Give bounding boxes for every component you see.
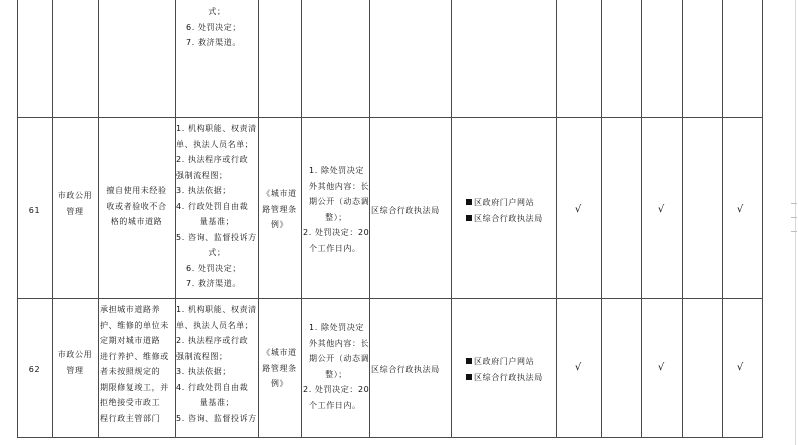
- timing-line: 1. 除处罚决定: [309, 166, 364, 175]
- step-line: 式；: [208, 248, 226, 257]
- item-line: 定期对城市道路: [100, 336, 161, 345]
- check-mark-icon: √: [736, 362, 744, 373]
- item-line: 期限修复竣工，并: [100, 382, 169, 392]
- check-mark-icon: √: [657, 362, 665, 373]
- timing-line: 1. 除处罚决定: [309, 323, 364, 332]
- check-mark-icon: √: [574, 204, 582, 215]
- step-line: 量基准；: [199, 398, 235, 407]
- page-edge-tick: [791, 231, 797, 232]
- item-cell: [100, 302, 175, 426]
- timing-line: 外其他内容：长: [309, 181, 370, 191]
- steps-cell-fragment: [176, 4, 258, 51]
- column-border: [641, 0, 642, 438]
- channel-line: [466, 195, 556, 211]
- basis-line: 路管理条: [262, 363, 297, 373]
- timing-line: 2. 处罚决定：20: [303, 228, 370, 237]
- step-line: 量基准；: [199, 217, 235, 226]
- basis-line: 例》: [270, 220, 289, 229]
- category-line: 市政公用: [57, 350, 93, 359]
- basis-line: 《城市道: [262, 348, 297, 357]
- item-line: 擅自使用未经验: [106, 186, 167, 195]
- page-edge: [795, 0, 796, 445]
- step-line: 7. 救济渠道。: [186, 38, 241, 47]
- check-mark-icon: √: [657, 204, 665, 215]
- basis-cell: [258, 186, 301, 233]
- page-edge-tick: [791, 203, 797, 204]
- item-line: 格的城市道路: [110, 217, 163, 226]
- step-line: 2. 执法程序或行政: [176, 155, 249, 164]
- agency-cell: 区综合行政执法局: [371, 206, 440, 215]
- basis-line: 《城市道: [262, 189, 297, 198]
- category-line: 管理: [66, 206, 84, 216]
- step-line: 4. 行政处罚自由裁: [176, 382, 249, 392]
- timing-line: 整）；: [325, 369, 347, 379]
- channel-label: 区政府门户网站: [474, 357, 535, 366]
- timing-line: 2. 处罚决定：20: [303, 385, 370, 394]
- step-line: 7. 救济渠道。: [186, 279, 241, 288]
- timing-cell: [303, 320, 369, 413]
- agency-cell: 区综合行政执法局: [371, 365, 440, 374]
- channel-line: [466, 211, 556, 227]
- item-cell: [98, 183, 175, 230]
- table-bottom-border: [17, 437, 763, 438]
- category-line: 市政公用: [57, 191, 93, 200]
- timing-cell: [303, 163, 369, 256]
- category-cell: [52, 188, 98, 219]
- timing-line: 个工作日内。: [309, 243, 361, 253]
- step-line: 5. 咨询、监督投诉方: [176, 413, 257, 423]
- black-square-icon: [466, 358, 472, 364]
- step-line: 3. 执法依据；: [176, 186, 231, 195]
- step-line: 6. 处罚决定；: [186, 263, 241, 273]
- column-border: [762, 0, 763, 438]
- channels-cell: [466, 354, 556, 385]
- step-line: 强制流程图；: [176, 170, 228, 180]
- timing-line: 个工作日内。: [309, 400, 361, 410]
- channel-line: [466, 370, 556, 386]
- item-line: 程行政主管部门: [100, 413, 161, 423]
- basis-line: 例》: [270, 379, 289, 388]
- column-border: [682, 0, 683, 438]
- steps-cell: [176, 121, 258, 292]
- item-line: 承担城市道路养: [100, 305, 161, 314]
- channel-label: 区综合行政执法局: [474, 213, 543, 223]
- check-mark-icon: √: [574, 362, 582, 373]
- item-line: 拒绝接受市政工: [100, 398, 161, 407]
- column-border: [556, 0, 557, 438]
- channel-label: 区综合行政执法局: [474, 372, 543, 382]
- item-line: 者未按照规定的: [100, 367, 161, 376]
- category-cell: [52, 347, 98, 378]
- timing-line: 外其他内容：长: [309, 338, 370, 348]
- black-square-icon: [466, 374, 472, 380]
- step-line: 6. 处罚决定；: [186, 22, 241, 32]
- step-line: 单、执法人员名单；: [176, 320, 254, 330]
- column-border: [301, 0, 302, 438]
- step-line: 单、执法人员名单；: [176, 139, 254, 149]
- step-line: 式；: [208, 7, 226, 16]
- row-divider-62: [17, 298, 763, 299]
- column-border: [722, 0, 723, 438]
- step-line: 1. 机构职能、权责清: [176, 124, 257, 133]
- basis-cell: [258, 345, 301, 392]
- column-border: [369, 0, 370, 438]
- item-line: 收或者验收不合: [106, 201, 167, 211]
- black-square-icon: [466, 199, 472, 205]
- category-line: 管理: [66, 365, 84, 375]
- timing-line: 期公开（动态调: [309, 197, 370, 206]
- step-line: 4. 行政处罚自由裁: [176, 201, 249, 211]
- item-line: 护、维修的单位未: [100, 320, 169, 330]
- item-line: 进行养护、维修或: [100, 351, 169, 361]
- step-line: 1. 机构职能、权责清: [176, 305, 257, 314]
- row-number: 62: [28, 365, 41, 374]
- timing-line: 整）；: [325, 212, 347, 222]
- row-divider-61: [17, 117, 763, 118]
- channel-line: [466, 354, 556, 370]
- black-square-icon: [466, 215, 472, 221]
- step-line: 2. 执法程序或行政: [176, 336, 249, 345]
- channels-cell: [466, 195, 556, 226]
- step-line: 强制流程图；: [176, 351, 228, 361]
- steps-cell: [176, 302, 258, 426]
- step-line: 3. 执法依据；: [176, 367, 231, 376]
- check-mark-icon: √: [736, 204, 744, 215]
- row-number: 61: [28, 206, 41, 215]
- column-border: [601, 0, 602, 438]
- basis-line: 路管理条: [262, 204, 297, 214]
- timing-line: 期公开（动态调: [309, 354, 370, 363]
- channel-label: 区政府门户网站: [474, 198, 535, 207]
- page-edge-tick: [791, 217, 797, 218]
- step-line: 5. 咨询、监督投诉方: [176, 232, 257, 242]
- column-border: [451, 0, 452, 438]
